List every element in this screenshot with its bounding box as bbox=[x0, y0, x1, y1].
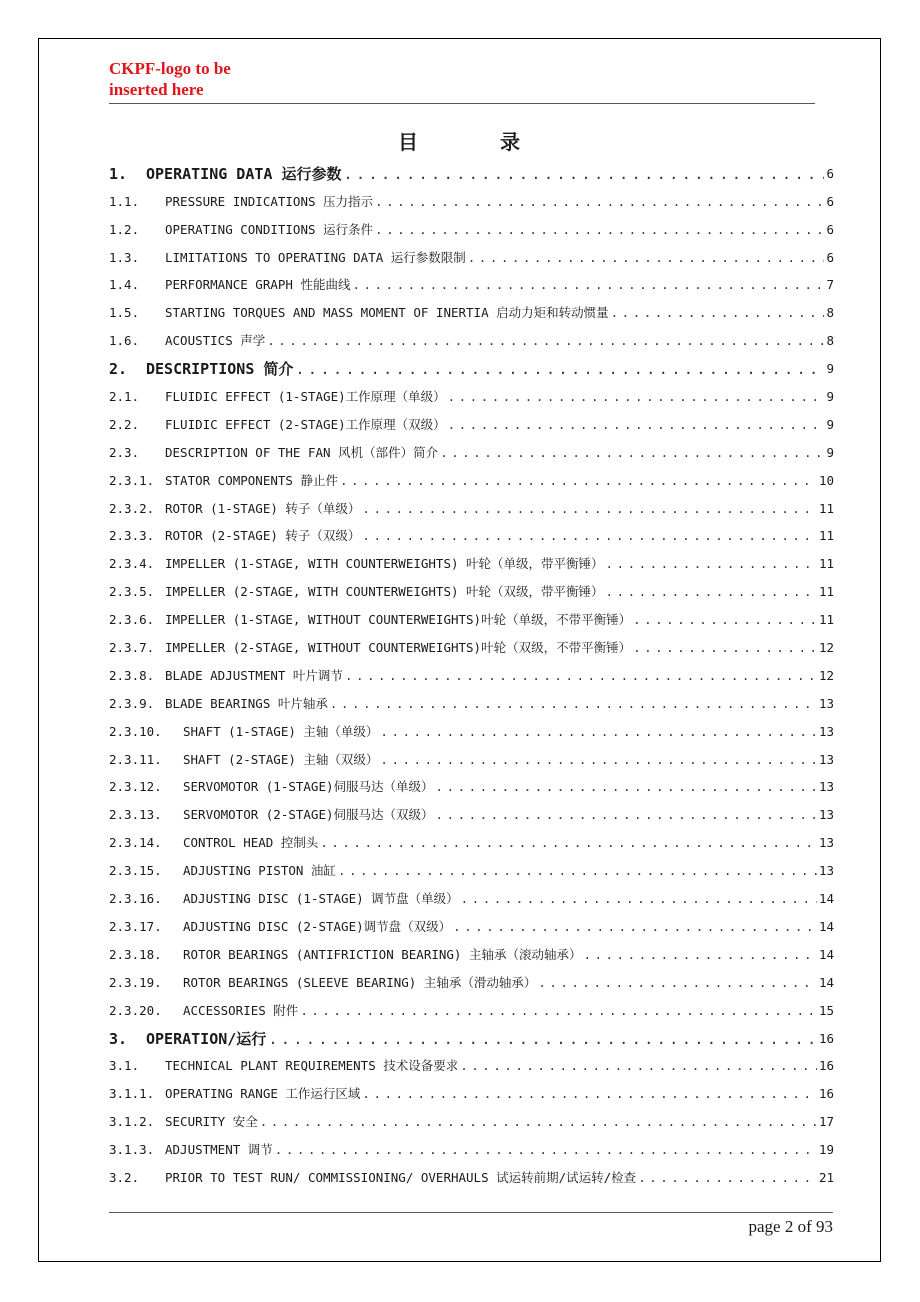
toc-entry-page: 14 bbox=[818, 946, 834, 962]
toc-entry-page: 6 bbox=[826, 165, 834, 181]
toc-entry-title: ROTOR (1-STAGE) 转子（单级） bbox=[165, 500, 361, 516]
toc-entry[interactable] bbox=[109, 1105, 834, 1133]
toc-entry-title: SERVOMOTOR (2-STAGE)伺服马达（双级） bbox=[183, 807, 434, 823]
toc-entry-page: 15 bbox=[818, 1002, 834, 1018]
toc-entry[interactable] bbox=[109, 324, 834, 352]
toc-entry[interactable] bbox=[109, 492, 834, 520]
toc-entry-page: 6 bbox=[826, 221, 834, 237]
table-of-contents bbox=[109, 157, 834, 1189]
logo-placeholder-note bbox=[109, 58, 231, 100]
toc-entry-number: 2.3.6. bbox=[109, 612, 155, 628]
toc-entry-title: OPERATING DATA 运行参数 bbox=[146, 164, 342, 183]
toc-dot-leader bbox=[300, 1003, 817, 1019]
toc-entry-number: 2.3.10. bbox=[109, 723, 162, 739]
toc-entry-number: 3.2. bbox=[109, 1169, 140, 1185]
page-number: page 2 of 93 bbox=[748, 1217, 833, 1236]
toc-entry-title: ADJUSTING DISC (2-STAGE)调节盘（双级） bbox=[183, 918, 452, 934]
toc-entry-number: 2.3.15. bbox=[109, 863, 162, 879]
toc-entry[interactable] bbox=[109, 743, 834, 771]
toc-entry-page: 11 bbox=[818, 612, 834, 628]
toc-entry-title: ACOUSTICS 声学 bbox=[165, 333, 266, 349]
toc-entry-page: 9 bbox=[826, 389, 834, 405]
toc-entry-title: SHAFT (2-STAGE) 主轴（双级） bbox=[183, 751, 379, 767]
toc-entry[interactable] bbox=[109, 938, 834, 966]
toc-entry-page: 13 bbox=[818, 835, 834, 851]
toc-entry-page: 8 bbox=[826, 305, 834, 321]
toc-entry-title: PERFORMANCE GRAPH 性能曲线 bbox=[165, 277, 351, 293]
toc-entry-title: OPERATION/运行 bbox=[146, 1029, 267, 1048]
toc-entry[interactable] bbox=[109, 436, 834, 464]
toc-entry-page: 13 bbox=[818, 751, 834, 767]
toc-entry-title: IMPELLER (2-STAGE, WITH COUNTERWEIGHTS) 叶轮（双级，带平衡锤） bbox=[165, 584, 604, 600]
toc-entry-page: 14 bbox=[818, 918, 834, 934]
toc-entry[interactable] bbox=[109, 1022, 834, 1050]
toc-dot-leader bbox=[606, 584, 817, 600]
toc-entry[interactable] bbox=[109, 1077, 834, 1105]
toc-entry-title: ACCESSORIES 附件 bbox=[183, 1002, 299, 1018]
toc-dot-leader bbox=[320, 835, 817, 851]
toc-entry[interactable] bbox=[109, 213, 834, 241]
toc-entry-title: ROTOR BEARINGS (SLEEVE BEARING) 主轴承（滑动轴承） bbox=[183, 974, 537, 990]
toc-entry-title: SERVOMOTOR (1-STAGE)伺服马达（单级） bbox=[183, 779, 434, 795]
toc-dot-leader bbox=[380, 752, 817, 768]
toc-entry-page: 13 bbox=[818, 723, 834, 739]
toc-entry-number: 2.3.18. bbox=[109, 946, 162, 962]
toc-entry[interactable] bbox=[109, 380, 834, 408]
toc-entry-title: BLADE ADJUSTMENT 叶片调节 bbox=[165, 667, 343, 683]
toc-entry[interactable] bbox=[109, 269, 834, 297]
toc-entry[interactable] bbox=[109, 575, 834, 603]
toc-entry[interactable] bbox=[109, 241, 834, 269]
toc-dot-leader bbox=[260, 1114, 817, 1130]
toc-dot-leader bbox=[538, 975, 817, 991]
toc-entry-number: 2.3.11. bbox=[109, 751, 162, 767]
toc-title bbox=[0, 126, 920, 155]
toc-dot-leader bbox=[460, 1058, 817, 1074]
toc-entry-number: 2.3.8. bbox=[109, 667, 155, 683]
toc-entry[interactable] bbox=[109, 547, 834, 575]
toc-entry-page: 14 bbox=[818, 974, 834, 990]
toc-entry-page: 8 bbox=[826, 333, 834, 349]
toc-entry-title: OPERATING RANGE 工作运行区域 bbox=[165, 1086, 361, 1102]
toc-dot-leader bbox=[436, 807, 817, 823]
toc-dot-leader bbox=[268, 1031, 817, 1047]
toc-entry-number: 2.3.5. bbox=[109, 584, 155, 600]
toc-entry-title: BLADE BEARINGS 叶片轴承 bbox=[165, 695, 328, 711]
toc-dot-leader bbox=[633, 612, 817, 628]
toc-entry[interactable] bbox=[109, 659, 834, 687]
toc-entry-number: 2.3.19. bbox=[109, 974, 162, 990]
toc-entry-title: IMPELLER (1-STAGE, WITH COUNTERWEIGHTS) 叶轮（单级，带平衡锤） bbox=[165, 556, 604, 572]
toc-entry-page: 11 bbox=[818, 500, 834, 516]
toc-entry[interactable] bbox=[109, 352, 834, 380]
toc-entry-page: 11 bbox=[818, 556, 834, 572]
toc-dot-leader bbox=[275, 1142, 817, 1158]
toc-entry-number: 2.3.7. bbox=[109, 640, 155, 656]
toc-entry-number: 1.6. bbox=[109, 333, 140, 349]
toc-entry-title: FLUIDIC EFFECT (1-STAGE)工作原理（单级） bbox=[165, 389, 446, 405]
toc-entry-title: TECHNICAL PLANT REQUIREMENTS 技术设备要求 bbox=[165, 1058, 459, 1074]
toc-entry-number: 2.3.14. bbox=[109, 835, 162, 851]
logo-note-line-1: CKPF-logo to be bbox=[109, 59, 231, 78]
toc-dot-leader bbox=[380, 724, 817, 740]
toc-dot-leader bbox=[267, 333, 824, 349]
toc-entry-number: 1.2. bbox=[109, 221, 140, 237]
toc-entry-number: 2.3.3. bbox=[109, 528, 155, 544]
toc-entry-page: 19 bbox=[818, 1142, 834, 1158]
toc-entry-number: 1.3. bbox=[109, 249, 140, 265]
toc-entry-page: 13 bbox=[818, 807, 834, 823]
toc-entry-page: 12 bbox=[818, 640, 834, 656]
toc-entry-title: ADJUSTING DISC (1-STAGE) 调节盘（单级） bbox=[183, 891, 459, 907]
toc-entry[interactable] bbox=[109, 854, 834, 882]
toc-dot-leader bbox=[633, 640, 817, 656]
toc-entry-title: OPERATING CONDITIONS 运行条件 bbox=[165, 221, 374, 237]
toc-dot-leader bbox=[330, 696, 817, 712]
toc-title-char-2: 录 bbox=[500, 130, 522, 154]
toc-entry-number: 2.3.1. bbox=[109, 472, 155, 488]
toc-entry-number: 3.1.2. bbox=[109, 1114, 155, 1130]
toc-dot-leader bbox=[440, 445, 824, 461]
toc-entry-number: 1.1. bbox=[109, 193, 140, 209]
toc-dot-leader bbox=[448, 417, 825, 433]
logo-note-line-2: inserted here bbox=[109, 80, 204, 99]
toc-entry[interactable] bbox=[109, 1161, 834, 1189]
toc-entry-number: 3.1.3. bbox=[109, 1142, 155, 1158]
toc-dot-leader bbox=[468, 250, 825, 266]
toc-entry-number: 2.3. bbox=[109, 444, 140, 460]
toc-entry-number: 2.3.9. bbox=[109, 695, 155, 711]
toc-entry[interactable] bbox=[109, 994, 834, 1022]
toc-entry-title: SHAFT (1-STAGE) 主轴（单级） bbox=[183, 723, 379, 739]
toc-entry[interactable] bbox=[109, 603, 834, 631]
toc-dot-leader bbox=[611, 305, 825, 321]
toc-entry-number: 2.3.12. bbox=[109, 779, 162, 795]
toc-entry-number: 2.3.20. bbox=[109, 1002, 162, 1018]
toc-entry-title: DESCRIPTION OF THE FAN 风机（部件）简介 bbox=[165, 444, 439, 460]
toc-entry-title: PRIOR TO TEST RUN/ COMMISSIONING/ OVERHAULS 试运转前期/试运转/检查 bbox=[165, 1169, 637, 1185]
toc-entry[interactable] bbox=[109, 882, 834, 910]
toc-entry-title: ROTOR (2-STAGE) 转子（双级） bbox=[165, 528, 361, 544]
toc-entry-number: 2.3.16. bbox=[109, 891, 162, 907]
toc-dot-leader bbox=[362, 1086, 817, 1102]
toc-entry-number: 2.3.2. bbox=[109, 500, 155, 516]
toc-dot-leader bbox=[375, 222, 824, 238]
toc-entry-page: 10 bbox=[818, 472, 834, 488]
header-rule bbox=[109, 103, 815, 104]
toc-entry[interactable] bbox=[109, 1050, 834, 1078]
toc-entry-number: 1.4. bbox=[109, 277, 140, 293]
toc-entry-page: 13 bbox=[818, 695, 834, 711]
toc-entry[interactable] bbox=[109, 464, 834, 492]
toc-entry-title: LIMITATIONS TO OPERATING DATA 运行参数限制 bbox=[165, 249, 466, 265]
toc-dot-leader bbox=[606, 556, 817, 572]
toc-entry[interactable] bbox=[109, 826, 834, 854]
toc-entry-title: STATOR COMPONENTS 静止件 bbox=[165, 472, 338, 488]
toc-entry-title: STARTING TORQUES AND MASS MOMENT OF INERTIA 启动力矩和转动惯量 bbox=[165, 305, 609, 321]
toc-entry-number: 1.5. bbox=[109, 305, 140, 321]
toc-dot-leader bbox=[362, 528, 817, 544]
toc-entry-number: 2.1. bbox=[109, 389, 140, 405]
toc-entry-number: 1. bbox=[109, 164, 128, 183]
toc-entry-page: 11 bbox=[818, 584, 834, 600]
toc-entry-page: 9 bbox=[826, 444, 834, 460]
toc-entry[interactable] bbox=[109, 715, 834, 743]
toc-dot-leader bbox=[352, 277, 824, 293]
toc-entry-page: 16 bbox=[818, 1030, 834, 1046]
toc-entry-page: 14 bbox=[818, 891, 834, 907]
toc-dot-leader bbox=[453, 919, 817, 935]
toc-entry-page: 13 bbox=[818, 779, 834, 795]
toc-entry-page: 21 bbox=[818, 1169, 834, 1185]
toc-entry-page: 17 bbox=[818, 1114, 834, 1130]
toc-entry-page: 12 bbox=[818, 667, 834, 683]
toc-dot-leader bbox=[448, 389, 825, 405]
toc-entry[interactable] bbox=[109, 520, 834, 548]
toc-entry-title: PRESSURE INDICATIONS 压力指示 bbox=[165, 193, 374, 209]
toc-entry-page: 6 bbox=[826, 249, 834, 265]
toc-entry-title: IMPELLER (2-STAGE, WITHOUT COUNTERWEIGHTS)叶轮（双级，不带平衡锤） bbox=[165, 640, 632, 656]
toc-entry[interactable] bbox=[109, 910, 834, 938]
toc-entry-page: 9 bbox=[826, 361, 834, 377]
toc-entry[interactable] bbox=[109, 296, 834, 324]
toc-entry-number: 3. bbox=[109, 1029, 128, 1048]
toc-entry-number: 2.3.4. bbox=[109, 556, 155, 572]
toc-entry-number: 2.3.13. bbox=[109, 807, 162, 823]
toc-dot-leader bbox=[436, 779, 817, 795]
toc-entry-title: CONTROL HEAD 控制头 bbox=[183, 835, 319, 851]
toc-dot-leader bbox=[375, 194, 824, 210]
toc-dot-leader bbox=[345, 668, 817, 684]
toc-entry-number: 2.3.17. bbox=[109, 918, 162, 934]
toc-dot-leader bbox=[638, 1170, 817, 1186]
toc-entry-page: 13 bbox=[818, 863, 834, 879]
toc-entry-page: 6 bbox=[826, 193, 834, 209]
toc-entry[interactable] bbox=[109, 157, 834, 185]
toc-entry[interactable] bbox=[109, 771, 834, 799]
toc-entry-page: 16 bbox=[818, 1086, 834, 1102]
toc-entry[interactable] bbox=[109, 798, 834, 826]
toc-title-char-1: 目 bbox=[398, 130, 420, 154]
toc-entry-page: 7 bbox=[826, 277, 834, 293]
toc-entry[interactable] bbox=[109, 408, 834, 436]
toc-entry-number: 3.1.1. bbox=[109, 1086, 155, 1102]
toc-entry-page: 9 bbox=[826, 416, 834, 432]
toc-entry[interactable] bbox=[109, 1133, 834, 1161]
toc-dot-leader bbox=[340, 473, 817, 489]
toc-entry-number: 2. bbox=[109, 360, 128, 379]
toc-dot-leader bbox=[338, 863, 817, 879]
toc-entry-number: 2.2. bbox=[109, 416, 140, 432]
footer-rule bbox=[109, 1212, 833, 1213]
toc-entry-title: FLUIDIC EFFECT (2-STAGE)工作原理（双级） bbox=[165, 416, 446, 432]
toc-entry[interactable] bbox=[109, 687, 834, 715]
toc-entry[interactable] bbox=[109, 966, 834, 994]
toc-entry[interactable] bbox=[109, 185, 834, 213]
toc-entry-page: 16 bbox=[818, 1058, 834, 1074]
toc-dot-leader bbox=[343, 166, 824, 182]
toc-entry-title: SECURITY 安全 bbox=[165, 1114, 258, 1130]
toc-dot-leader bbox=[295, 361, 824, 377]
toc-dot-leader bbox=[583, 947, 816, 963]
toc-dot-leader bbox=[461, 891, 817, 907]
toc-entry-title: DESCRIPTIONS 简介 bbox=[146, 360, 294, 379]
toc-entry-title: ADJUSTMENT 调节 bbox=[165, 1142, 273, 1158]
toc-entry-number: 3.1. bbox=[109, 1058, 140, 1074]
toc-entry[interactable] bbox=[109, 631, 834, 659]
toc-entry-title: IMPELLER (1-STAGE, WITHOUT COUNTERWEIGHTS)叶轮（单级，不带平衡锤） bbox=[165, 612, 632, 628]
toc-entry-title: ROTOR BEARINGS (ANTIFRICTION BEARING) 主轴承（滚动轴承） bbox=[183, 946, 582, 962]
toc-entry-page: 11 bbox=[818, 528, 834, 544]
toc-dot-leader bbox=[362, 501, 817, 517]
toc-entry-title: ADJUSTING PISTON 油缸 bbox=[183, 863, 336, 879]
